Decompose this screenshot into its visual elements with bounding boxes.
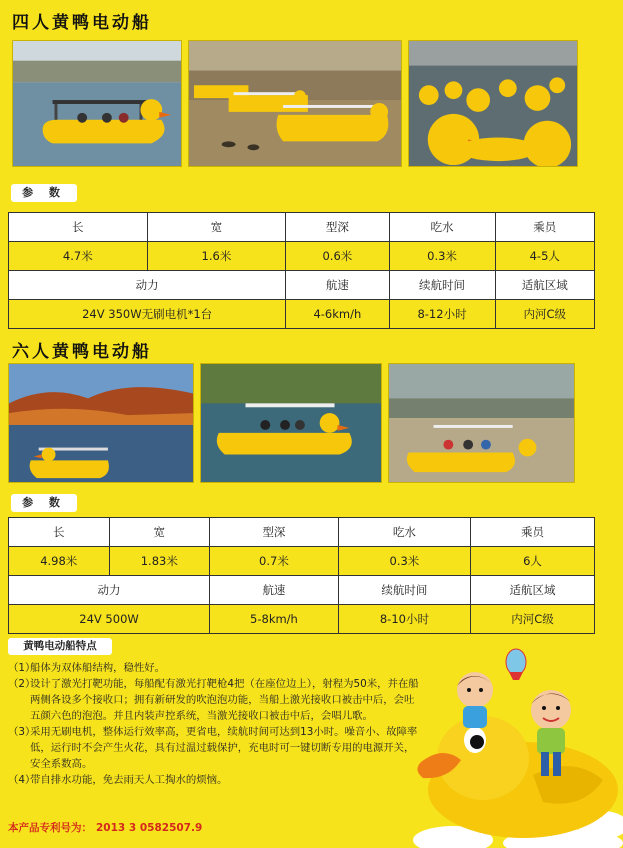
- patent-number: 2013 3 0582507.9: [96, 822, 203, 834]
- spec-value-endurance: 8-12小时: [389, 300, 495, 329]
- spec-value-power: 24V 500W: [9, 605, 210, 634]
- spec-header-draft: 吃水: [389, 213, 495, 242]
- spec-value-length: 4.7米: [9, 242, 148, 271]
- list-item: [8, 772, 424, 788]
- feature-number: （1）: [8, 662, 36, 674]
- spec-value-speed: 4-6km/h: [286, 300, 389, 329]
- section1-title: 四人黄鸭电动船: [12, 13, 152, 33]
- list-item: [8, 660, 424, 676]
- patent-line: [8, 820, 202, 835]
- spec-value-draft: 0.3米: [389, 242, 495, 271]
- spec-header-depth: 型深: [210, 518, 339, 547]
- spec-value-speed: 5-8km/h: [210, 605, 339, 634]
- feature-number: （2）: [8, 678, 36, 690]
- spec-value-width: 1.6米: [147, 242, 286, 271]
- spec-header-endurance: 续航时间: [389, 271, 495, 300]
- spec-header-speed: 航速: [286, 271, 389, 300]
- table-row: [9, 518, 595, 547]
- spec-value-crew: 6人: [471, 547, 595, 576]
- spec-value-endurance: 8-10小时: [338, 605, 470, 634]
- spec-header-width: 宽: [147, 213, 286, 242]
- feature-text: 带自排水功能，免去雨天人工掏水的烦恼。: [30, 774, 228, 786]
- feature-text: 船体为双体船结构，稳性好。: [30, 662, 166, 674]
- photo-six-seat-boat-lake: [388, 363, 575, 483]
- spec-header-power: 动力: [9, 271, 286, 300]
- list-item: [8, 724, 424, 772]
- spec-header-area: 适航区域: [471, 576, 595, 605]
- section2-param-label: 参 数: [11, 494, 77, 512]
- table-row: [9, 547, 595, 576]
- spec-header-power: 动力: [9, 576, 210, 605]
- features-list: [8, 660, 424, 788]
- spec-header-length: 长: [9, 518, 110, 547]
- features-label: 黄鸭电动船特点: [8, 638, 112, 655]
- photo-four-seat-boats-fleet: [188, 40, 402, 167]
- spec-header-speed: 航速: [210, 576, 339, 605]
- list-item: [8, 676, 424, 724]
- table-row: [9, 271, 595, 300]
- feature-text: 采用无刷电机，整体运行效率高，更省电，续航时间可达到13小时。噪音小、故障率低，运行时不会产生火花，具有过温过载保护，充电时可一键切断专用的电源开关，安全系数高。: [30, 726, 418, 770]
- photo-four-seat-boat-river: [12, 40, 182, 167]
- table-row: [9, 576, 595, 605]
- spec-header-depth: 型深: [286, 213, 389, 242]
- feature-text: 设计了激光打靶功能，每船配有激光打靶枪4把（在座位边上），射程为50米，并在船两侧各设多个接收口；拥有新研发的吹泡泡功能，当船上激光接收口被击中后，会吐五颜六色的泡泡。并且内装声控系统，当激光接收口被击中后，会唱儿歌。: [30, 678, 419, 722]
- section2-title: 六人黄鸭电动船: [12, 342, 152, 362]
- spec-value-depth: 0.6米: [286, 242, 389, 271]
- feature-number: （3）: [8, 726, 36, 738]
- spec-value-depth: 0.7米: [210, 547, 339, 576]
- spec-value-area: 内河C级: [495, 300, 594, 329]
- photo-six-seat-boat-people: [200, 363, 382, 483]
- photo-six-seat-boat-autumn: [8, 363, 194, 483]
- table-row: [9, 605, 595, 634]
- table-row: [9, 242, 595, 271]
- table-row: [9, 300, 595, 329]
- spec-header-crew: 乘员: [495, 213, 594, 242]
- spec-value-area: 内河C级: [471, 605, 595, 634]
- spec-header-endurance: 续航时间: [338, 576, 470, 605]
- spec-header-length: 长: [9, 213, 148, 242]
- cartoon-duck-kids-illustration: [413, 640, 623, 848]
- photo-many-duck-boats-docked: [408, 40, 578, 167]
- spec-header-width: 宽: [109, 518, 210, 547]
- section2-spec-table: [8, 517, 595, 634]
- spec-header-area: 适航区域: [495, 271, 594, 300]
- spec-value-draft: 0.3米: [338, 547, 470, 576]
- table-row: [9, 213, 595, 242]
- section1-param-label: 参 数: [11, 184, 77, 202]
- spec-header-draft: 吃水: [338, 518, 470, 547]
- spec-value-length: 4.98米: [9, 547, 110, 576]
- spec-header-crew: 乘员: [471, 518, 595, 547]
- feature-number: （4）: [8, 774, 36, 786]
- section1-spec-table: [8, 212, 595, 329]
- spec-value-crew: 4-5人: [495, 242, 594, 271]
- patent-label: 本产品专利号为：: [8, 822, 92, 834]
- spec-value-power: 24V 350W无刷电机*1台: [9, 300, 286, 329]
- spec-value-width: 1.83米: [109, 547, 210, 576]
